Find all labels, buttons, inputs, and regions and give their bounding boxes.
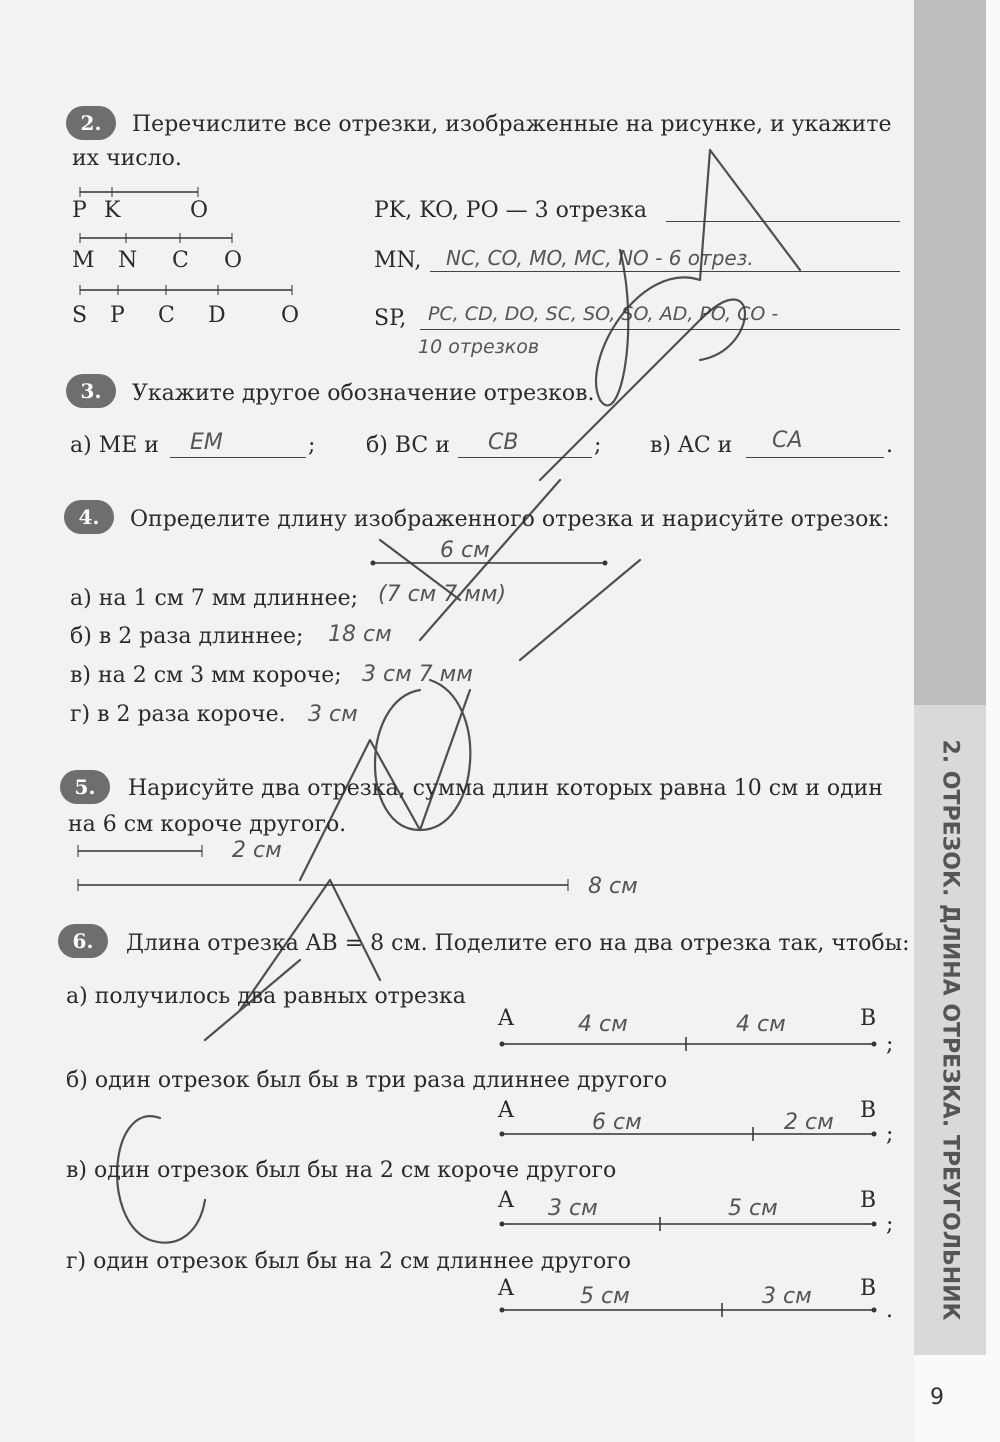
task2-text-line2: их число. (72, 146, 182, 171)
task3-c: в) AC и (650, 433, 733, 458)
task3-b-handwritten: CB (488, 430, 519, 455)
fig1-label-o: O (190, 198, 209, 223)
fig2-label-o: O (224, 248, 243, 273)
page-number: 9 (930, 1385, 944, 1410)
task4-b-handwritten: 18 см (328, 622, 392, 647)
semicolon: ; (886, 1122, 894, 1147)
fig3-label-s: S (72, 303, 88, 328)
fig2-label-n: N (118, 248, 138, 273)
period: . (886, 433, 893, 458)
task6-c-handwritten-2: 5 см (728, 1196, 778, 1221)
task6-d-handwritten-1: 5 см (580, 1284, 630, 1309)
fig3-label-d: D (208, 303, 226, 328)
semicolon: ; (886, 1212, 894, 1237)
task3-b: б) BC и (366, 433, 450, 458)
task2-answer-3-prefix: SP, (374, 306, 407, 331)
task4-c: в) на 2 см 3 мм короче; (70, 663, 342, 688)
task-number-6: 6. (58, 924, 108, 958)
chapter-title: 2. ОТРЕЗОК. ДЛИНА ОТРЕЗКА. ТРЕУГОЛЬНИК (937, 739, 963, 1321)
fig3-label-c: C (158, 303, 175, 328)
task2-answer-2-prefix: MN, (374, 248, 422, 273)
task6-b-handwritten-1: 6 см (592, 1110, 642, 1135)
task3-a: а) ME и (70, 433, 159, 458)
semicolon: ; (886, 1032, 894, 1057)
semicolon: ; (308, 433, 316, 458)
task5-handwritten-2: 8 см (588, 874, 638, 899)
task4-segment-handwritten: 6 см (440, 538, 490, 563)
task2-text-line1: Перечислите все отрезки, изображенные на рисунке, и укажите (132, 112, 892, 137)
task5-text-line1: Нарисуйте два отрезка, сумма длин которых равна 10 см и один (128, 776, 883, 801)
task-number-3: 3. (66, 374, 116, 408)
fig2-label-m: M (72, 248, 95, 273)
point-a-label: A (498, 1188, 514, 1213)
task3-c-handwritten: CA (772, 428, 803, 453)
task5-text-line2: на 6 см короче другого. (68, 812, 347, 837)
task6-c: в) один отрезок был бы на 2 см короче другого (66, 1158, 617, 1183)
semicolon: ; (594, 433, 602, 458)
task6-a-handwritten-1: 4 см (578, 1012, 628, 1037)
point-b-label: B (860, 1098, 877, 1123)
point-a-label: A (498, 1276, 514, 1301)
task4-text: Определите длину изображенного отрезка и нарисуйте отрезок: (130, 507, 890, 532)
fig1-label-p: P (72, 198, 87, 223)
task5-handwritten-1: 2 см (232, 838, 282, 863)
task4-a-handwritten: (7 см 7 мм) (378, 582, 507, 607)
fig2-label-c: C (172, 248, 189, 273)
task3-a-handwritten: EM (190, 430, 223, 455)
task6-b-handwritten-2: 2 см (784, 1110, 834, 1135)
task2-answer-3-handwritten: PC, CD, DO, SC, SO, SO, AD, PO, CO - (428, 303, 779, 325)
fig1-label-k: K (104, 198, 121, 223)
task6-c-handwritten-1: 3 см (548, 1196, 598, 1221)
fig3-label-o: O (281, 303, 300, 328)
task6-a-handwritten-2: 4 см (736, 1012, 786, 1037)
task4-b: б) в 2 раза длиннее; (70, 624, 304, 649)
task6-d: г) один отрезок был бы на 2 см длиннее другого (66, 1249, 632, 1274)
task4-d-handwritten: 3 см (308, 702, 358, 727)
task6-d-handwritten-2: 3 см (762, 1284, 812, 1309)
task4-a: а) на 1 см 7 мм длиннее; (70, 586, 359, 611)
task-number-4: 4. (64, 500, 114, 534)
overlay-text: списано (0, 0, 5, 1)
task2-answer-2-handwritten: NC, CO, MO, MC, NO - 6 отрез. (446, 246, 754, 270)
fig3-label-p: P (110, 303, 125, 328)
task-number-2: 2. (66, 106, 116, 140)
task4-c-handwritten: 3 см 7 мм (362, 662, 473, 687)
point-a-label: A (498, 1006, 514, 1031)
task6-text: Длина отрезка AB = 8 см. Поделите его на два отрезка так, чтобы: (126, 931, 910, 956)
period: . (886, 1298, 893, 1323)
task2-answer-1: PK, KO, PO — 3 отрезка (374, 198, 648, 223)
task3-text: Укажите другое обозначение отрезков. (132, 381, 595, 406)
point-b-label: B (860, 1188, 877, 1213)
point-b-label: B (860, 1276, 877, 1301)
task4-d: г) в 2 раза короче. (70, 702, 286, 727)
point-a-label: A (498, 1098, 514, 1123)
task6-a: а) получилось два равных отрезка (66, 984, 466, 1009)
point-b-label: B (860, 1006, 877, 1031)
task6-b: б) один отрезок был бы в три раза длиннее другого (66, 1068, 668, 1093)
task-number-5: 5. (60, 770, 110, 804)
task2-answer-3-handwritten-line2: 10 отрезков (418, 336, 540, 358)
